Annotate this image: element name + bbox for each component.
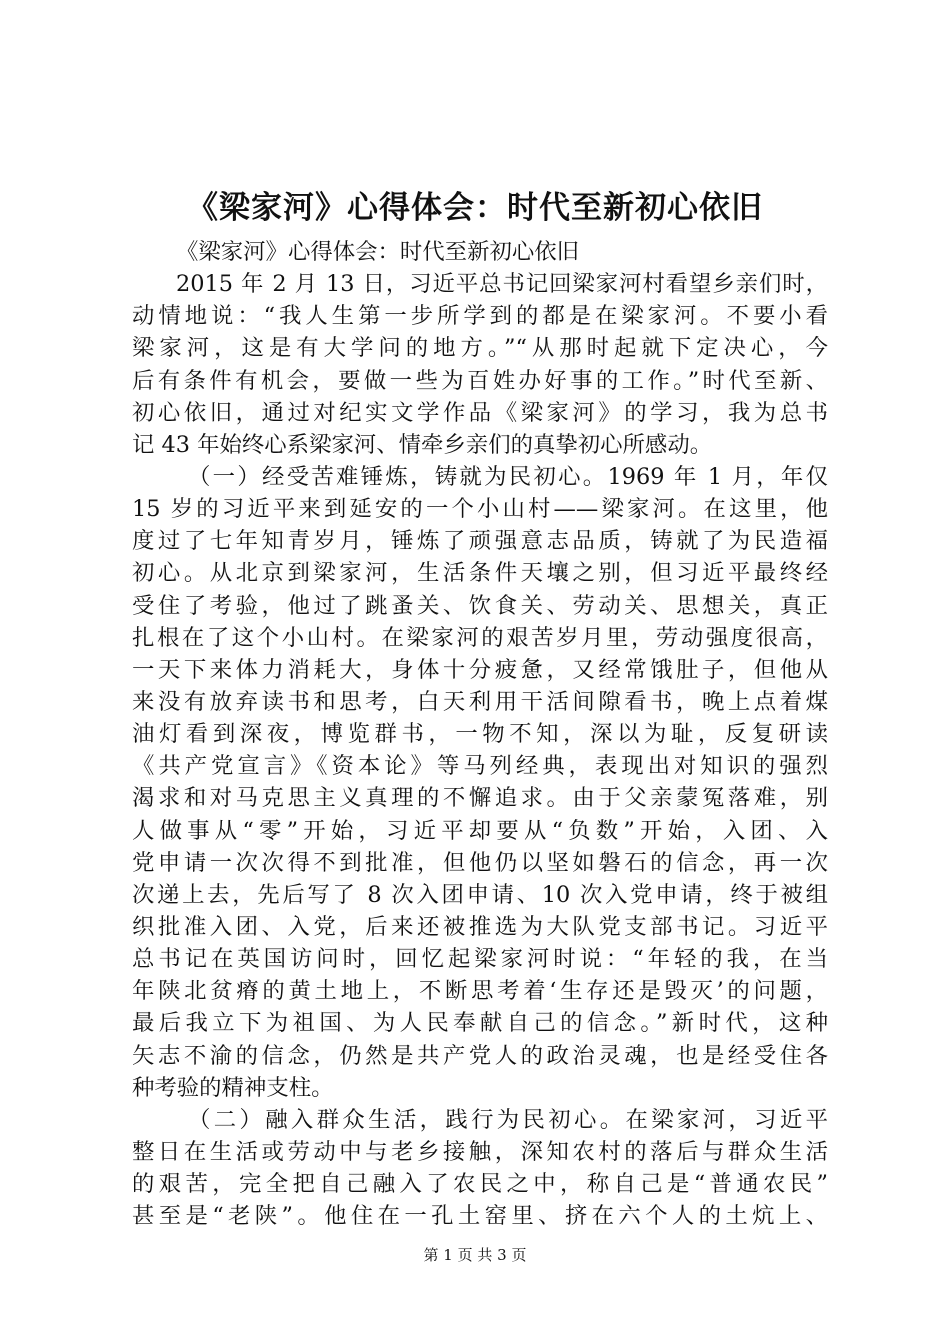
document-body bbox=[132, 236, 828, 1232]
text-line: 甚至是“老陕”。他住在一孔土窑里、挤在六个人的土炕上、 bbox=[132, 1203, 828, 1230]
text-line: 整日在生活或劳动中与老乡接触，深知农村的落后与群众生活 bbox=[132, 1138, 828, 1165]
text-line: 梁家河，这是有大学问的地方。”“从那时起就下定决心，今 bbox=[132, 335, 828, 362]
text-line: 15 岁的习近平来到延安的一个小山村——梁家河。在这里，他 bbox=[132, 496, 828, 523]
text-line: 的艰苦，完全把自己融入了农民之中，称自己是“普通农民” bbox=[132, 1171, 828, 1198]
text-line: 后有条件有机会，要做一些为百姓办好事的工作。”时代至新、 bbox=[132, 367, 828, 394]
text-line: 受住了考验，他过了跳蚤关、饮食关、劳动关、思想关，真正 bbox=[132, 592, 828, 619]
text-line: 记 43 年始终心系梁家河、情牵乡亲们的真挚初心所感动。 bbox=[132, 431, 713, 458]
text-line: 初心。从北京到梁家河，生活条件天壤之别，但习近平最终经 bbox=[132, 560, 828, 587]
text-line: 种考验的精神支柱。 bbox=[132, 1074, 334, 1101]
text-line: （一）经受苦难锤炼，铸就为民初心。1969 年 1 月，年仅 bbox=[188, 463, 828, 490]
text-line: 次递上去，先后写了 8 次入团申请、10 次入党申请，终于被组 bbox=[132, 881, 828, 908]
text-line: 总书记在英国访问时，回忆起梁家河时说：“年轻的我，在当 bbox=[132, 946, 828, 973]
text-line: 织批准入团、入党，后来还被推选为大队党支部书记。习近平 bbox=[132, 913, 828, 940]
text-line: 矢志不渝的信念，仍然是共产党人的政治灵魂，也是经受住各 bbox=[132, 1042, 828, 1069]
text-line: 《梁家河》心得体会：时代至新初心依旧 bbox=[176, 239, 580, 265]
text-line: （二）融入群众生活，践行为民初心。在梁家河，习近平 bbox=[188, 1106, 828, 1133]
text-line: 《共产党宣言》《资本论》等马列经典，表现出对知识的强烈 bbox=[132, 753, 828, 780]
text-line: 年陕北贫瘠的黄土地上，不断思考着‘生存还是毁灭’的问题， bbox=[132, 978, 828, 1005]
text-line: 渴求和对马克思主义真理的不懈追求。由于父亲蒙冤落难，别 bbox=[132, 785, 828, 812]
text-line: 一天下来体力消耗大，身体十分疲惫，又经常饿肚子，但他从 bbox=[132, 656, 828, 683]
text-line: 2015 年 2 月 13 日，习近平总书记回梁家河村看望乡亲们时， bbox=[176, 271, 828, 298]
text-line: 人做事从“零”开始，习近平却要从“负数”开始，入团、入 bbox=[132, 817, 828, 844]
text-line: 来没有放弃读书和思考，白天利用干活间隙看书，晚上点着煤 bbox=[132, 688, 828, 715]
document-title: 《梁家河》心得体会：时代至新初心依旧 bbox=[187, 190, 763, 226]
text-line: 初心依旧，通过对纪实文学作品《梁家河》的学习，我为总书 bbox=[132, 399, 828, 426]
text-line: 党申请一次次得不到批准，但他仍以坚如磐石的信念，再一次 bbox=[132, 849, 828, 876]
text-line: 最后我立下为祖国、为人民奉献自己的信念。”新时代，这种 bbox=[132, 1010, 828, 1037]
text-line: 动情地说：“我人生第一步所学到的都是在梁家河。不要小看 bbox=[132, 303, 828, 330]
text-line: 度过了七年知青岁月，锤炼了顽强意志品质，铸就了为民造福 bbox=[132, 528, 828, 555]
text-line: 扎根在了这个小山村。在梁家河的艰苦岁月里，劳动强度很高， bbox=[132, 624, 828, 651]
page-footer: 第 1 页 共 3 页 bbox=[423, 1246, 527, 1264]
text-line: 油灯看到深夜，博览群书，一物不知，深以为耻，反复研读 bbox=[132, 721, 828, 748]
